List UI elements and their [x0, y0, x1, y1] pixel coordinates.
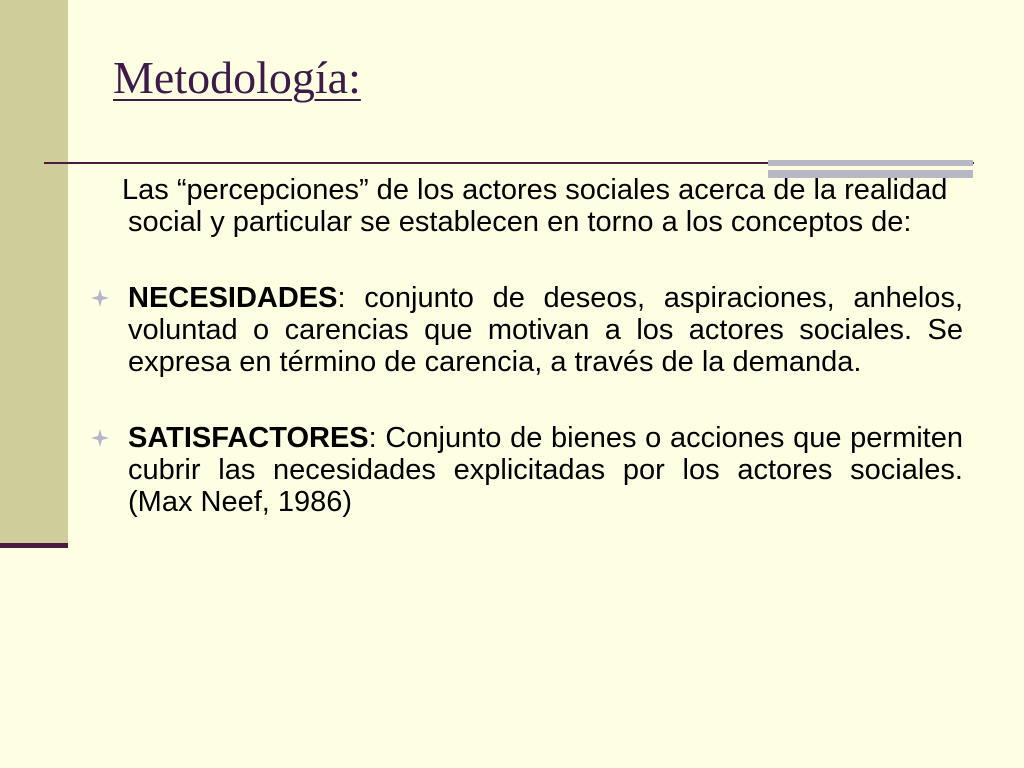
bullet-satisfactores	[128, 422, 963, 518]
slide-title: Metodología:	[113, 52, 361, 103]
diamond-bullet-icon	[91, 289, 109, 307]
intro-paragraph	[122, 174, 963, 238]
intro-text: Las “percepciones” de los actores sociales acerca de la realidad social y particular se establecen en torno a los conceptos de:	[122, 174, 948, 238]
bullet-text: : conjunto de deseos, aspiraciones, anhelos, voluntad o carencias que motivan a los actores sociales. Se expresa en término de carencia, a través de la demanda.	[128, 282, 963, 378]
bullet-necesidades	[128, 282, 963, 378]
slide-body	[122, 174, 963, 562]
bullet-text: : Conjunto de bienes o acciones que permiten cubrir las necesidades explicitadas por los actores sociales. (Max Neef, 1986)	[128, 422, 963, 518]
bullet-term: SATISFACTORES	[128, 422, 369, 454]
sidebar-band	[0, 0, 68, 545]
diamond-bullet-icon	[91, 429, 109, 447]
sidebar-accent-line	[0, 543, 68, 548]
bullet-term: NECESIDADES	[128, 282, 338, 314]
